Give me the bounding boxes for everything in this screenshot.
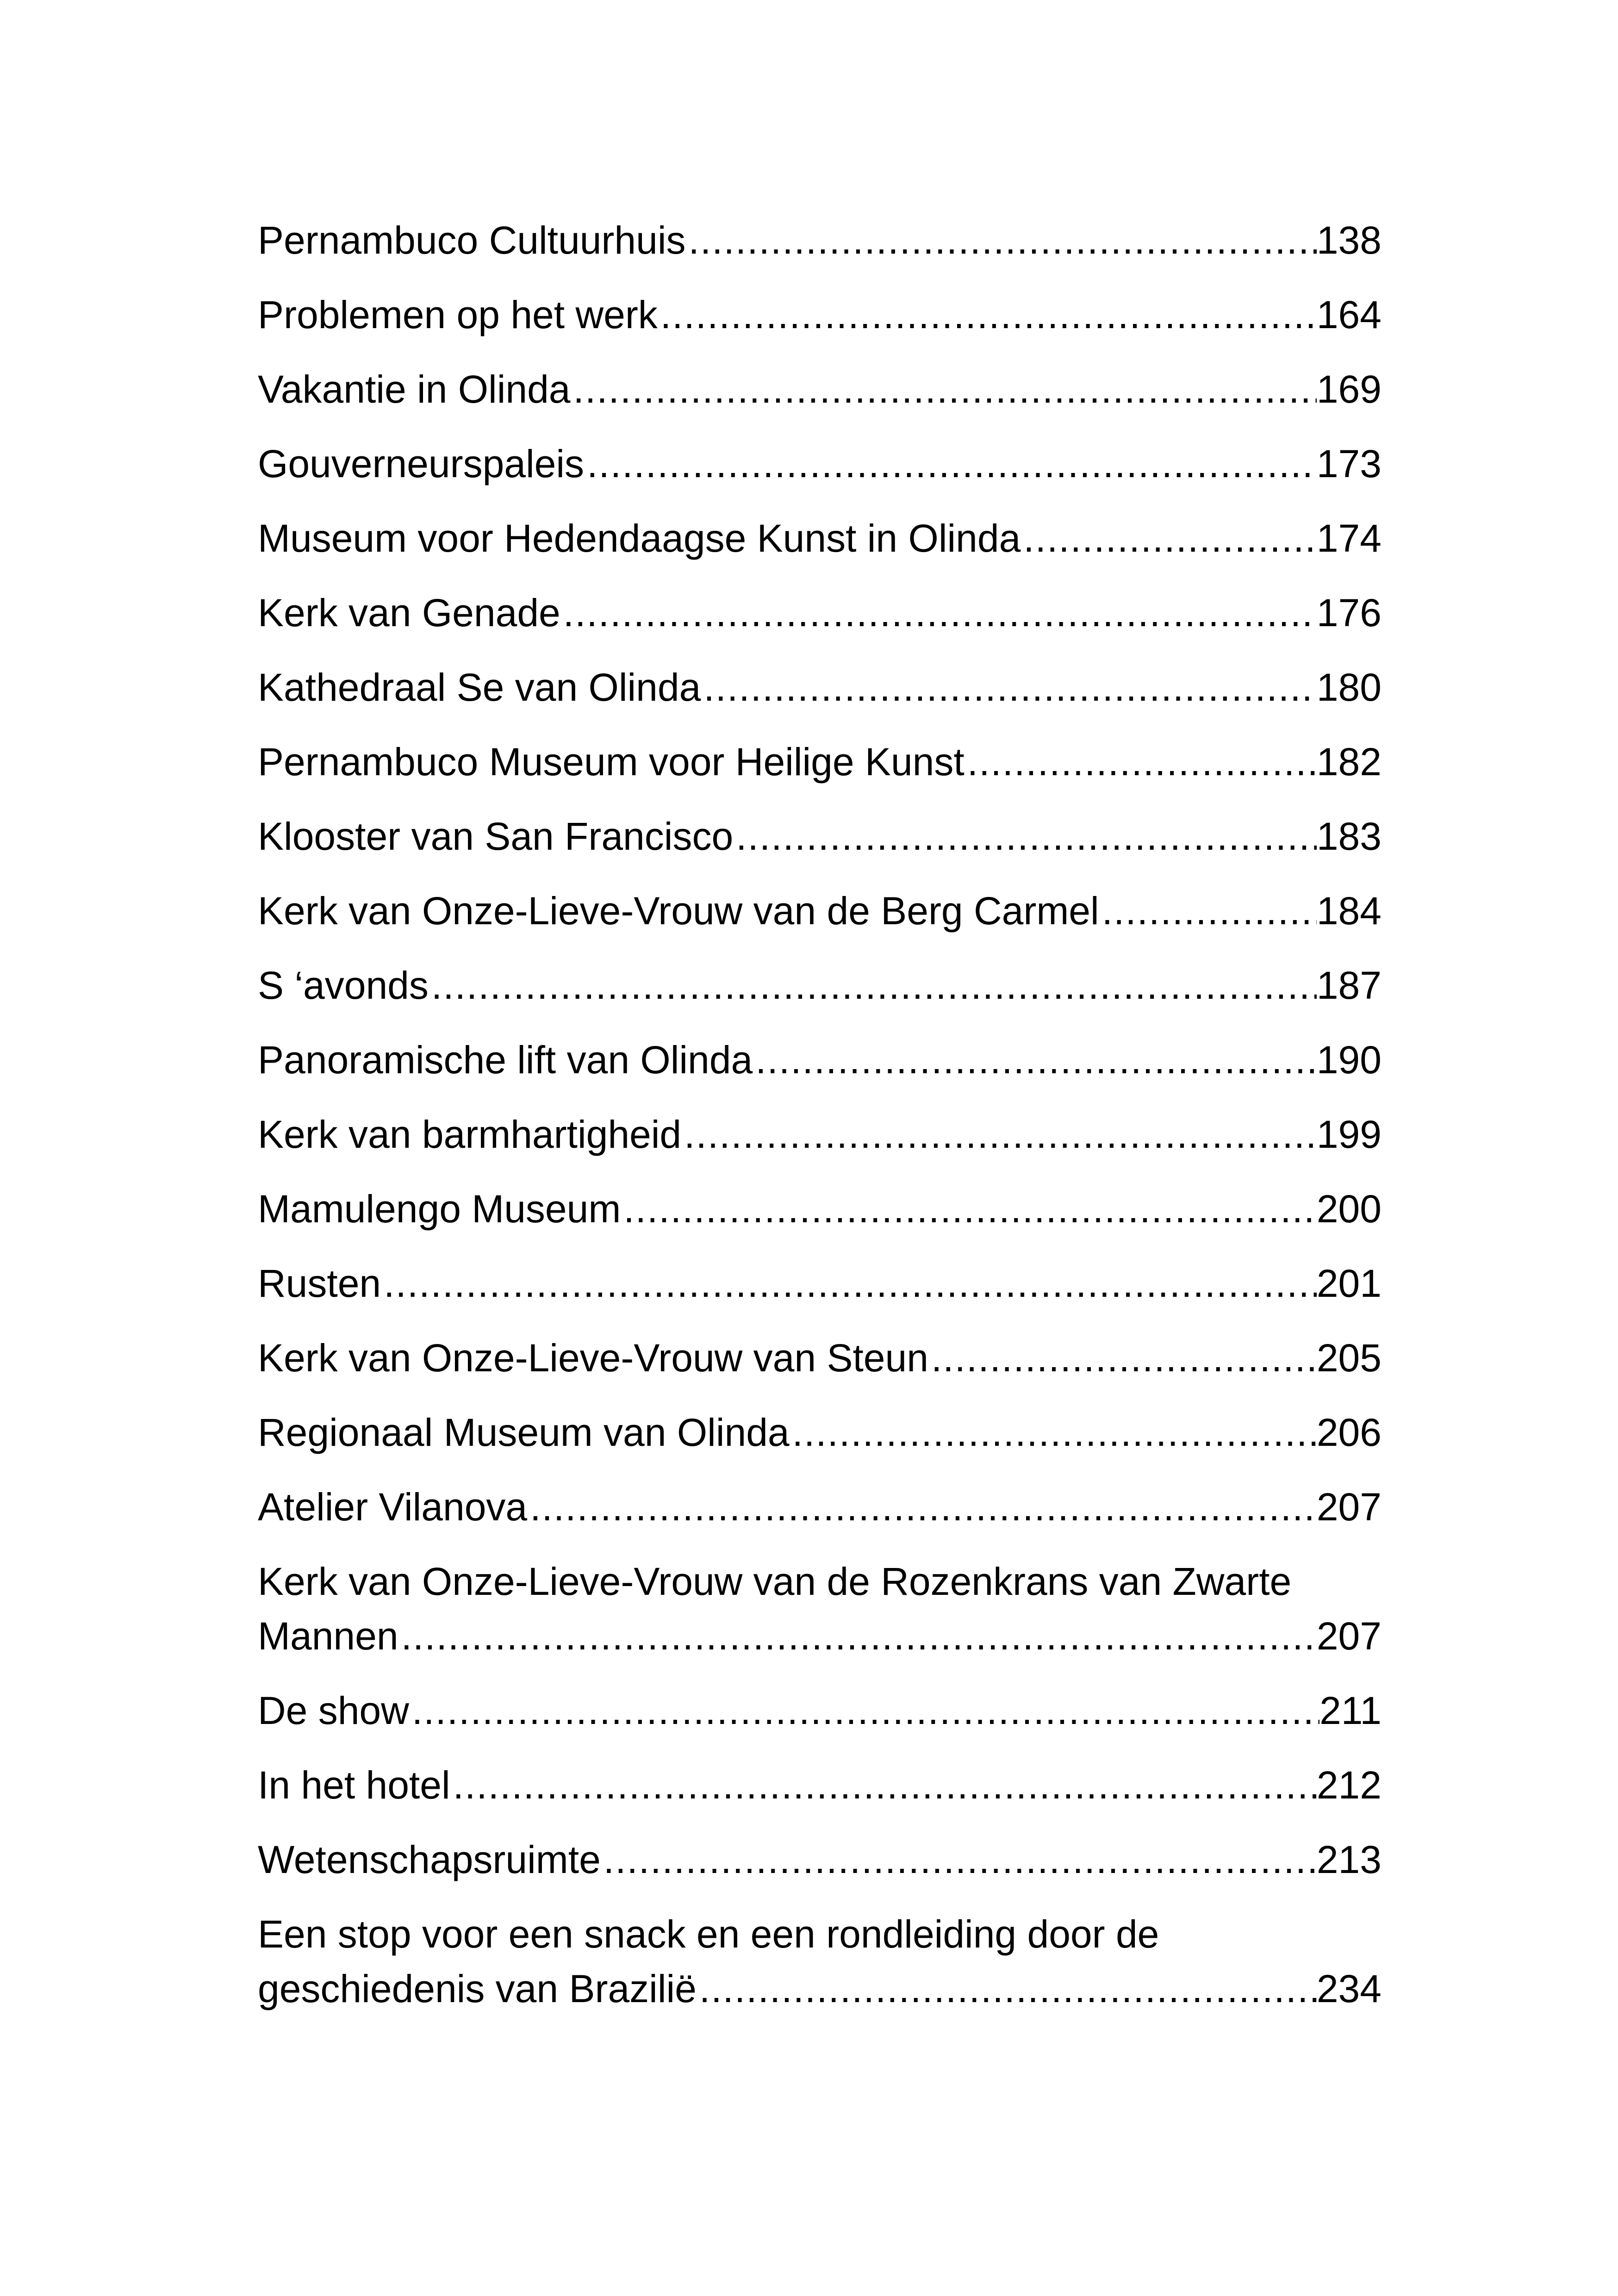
toc-entry[interactable] [258,1256,1382,1311]
toc-page-number: 187 [1316,964,1382,1007]
dot-leader [381,1256,1317,1311]
dot-leader [965,734,1317,789]
toc-entry[interactable] [258,1480,1382,1534]
toc-entry-title: Kathedraal Se van Olinda [258,666,701,709]
toc-entry-title: In het hotel [258,1763,450,1807]
toc-entry[interactable] [258,1758,1382,1812]
toc-entry[interactable] [258,1907,1382,2016]
toc-entry-title-line2: geschiedenis van Brazilië [258,1967,697,2010]
toc-page-number: 169 [1316,367,1382,411]
toc-entry-title: Problemen op het werk [258,293,658,336]
toc-entry-title: De show [258,1689,409,1732]
dot-leader [1099,884,1317,938]
toc-entry-title: Museum voor Hedendaagse Kunst in Olinda [258,516,1021,560]
toc-entry[interactable] [258,287,1382,342]
toc-entry-title: Rusten [258,1262,381,1305]
toc-entry-title: Kerk van barmhartigheid [258,1113,682,1156]
dot-leader [701,660,1317,715]
dot-leader [429,958,1317,1013]
toc-entry[interactable] [258,1683,1382,1738]
dot-leader [686,213,1317,268]
toc-entry-title: Vakantie in Olinda [258,367,571,411]
toc-entry-title: Pernambuco Cultuurhuis [258,218,686,262]
toc-page-number: 211 [1319,1689,1382,1732]
toc-entry[interactable] [258,660,1382,715]
toc-entry-title: Kerk van Onze-Lieve-Vrouw van Steun [258,1336,928,1380]
toc-entry[interactable] [258,884,1382,938]
toc-page-number: 184 [1316,889,1382,933]
toc-entry[interactable] [258,734,1382,789]
toc-entry-title: Regionaal Museum van Olinda [258,1411,790,1454]
dot-leader [398,1609,1317,1663]
toc-entry-title: Kerk van Genade [258,591,560,635]
toc-page-number: 212 [1316,1763,1382,1807]
toc-entry[interactable] [258,958,1382,1013]
toc-entry-title: Kerk van Onze-Lieve-Vrouw van de Berg Carmel [258,889,1099,933]
toc-page-number: 206 [1316,1411,1382,1454]
dot-leader [928,1331,1317,1385]
toc-entry-title: Mamulengo Museum [258,1187,621,1231]
toc-entry[interactable] [258,1405,1382,1460]
toc-page-number: 200 [1316,1187,1382,1231]
toc-entry[interactable] [258,1832,1382,1887]
toc-entry[interactable] [258,362,1382,417]
dot-leader [450,1758,1317,1812]
toc-entry[interactable] [258,213,1382,268]
toc-entry[interactable] [258,1182,1382,1236]
dot-leader [753,1033,1317,1087]
toc-page-number: 138 [1316,218,1382,262]
dot-leader [571,362,1317,417]
toc-page-number: 180 [1316,666,1382,709]
toc-page-number: 183 [1316,815,1382,858]
dot-leader [584,436,1317,491]
toc-page-number: 182 [1316,740,1382,784]
toc-page-number: 164 [1316,293,1382,336]
toc-entry-title: Gouverneurspaleis [258,442,585,485]
toc-entry-title-line1: Een stop voor een snack en een rondleiding door de [258,1912,1159,1956]
dot-leader [681,1107,1317,1162]
table-of-contents [258,213,1382,2036]
toc-page-number: 201 [1316,1262,1382,1305]
toc-page-number: 173 [1316,442,1382,485]
toc-entry[interactable] [258,1033,1382,1087]
toc-page-number: 207 [1316,1614,1382,1658]
toc-page-number: 234 [1316,1967,1382,2010]
toc-entry-title: Wetenschapsruimte [258,1838,601,1881]
toc-entry-title-line2: Mannen [258,1614,398,1658]
toc-entry-title: Pernambuco Museum voor Heilige Kunst [258,740,965,784]
toc-entry[interactable] [258,585,1382,640]
toc-page-number: 213 [1316,1838,1382,1881]
toc-entry-title: S ‘avonds [258,964,429,1007]
toc-entry-title: Atelier Vilanova [258,1485,528,1529]
dot-leader [658,287,1317,342]
dot-leader [697,1961,1317,2016]
toc-entry[interactable] [258,436,1382,491]
dot-leader [560,585,1317,640]
toc-entry-title: Panoramische lift van Olinda [258,1038,753,1082]
toc-entry[interactable] [258,1554,1382,1663]
toc-entry-title: Klooster van San Francisco [258,815,734,858]
toc-entry[interactable] [258,1331,1382,1385]
dot-leader [409,1683,1319,1738]
toc-page-number: 207 [1316,1485,1382,1529]
dot-leader [527,1480,1317,1534]
toc-entry[interactable] [258,511,1382,566]
toc-entry[interactable] [258,809,1382,864]
dot-leader [1021,511,1317,566]
dot-leader [733,809,1317,864]
dot-leader [790,1405,1317,1460]
toc-page-number: 199 [1316,1113,1382,1156]
toc-page-number: 176 [1316,591,1382,635]
toc-entry-title-line1: Kerk van Onze-Lieve-Vrouw van de Rozenkrans van Zwarte [258,1560,1292,1603]
toc-page-number: 190 [1316,1038,1382,1082]
toc-page-number: 205 [1316,1336,1382,1380]
dot-leader [621,1182,1317,1236]
toc-page-number: 174 [1316,516,1382,560]
dot-leader [601,1832,1317,1887]
toc-entry[interactable] [258,1107,1382,1162]
